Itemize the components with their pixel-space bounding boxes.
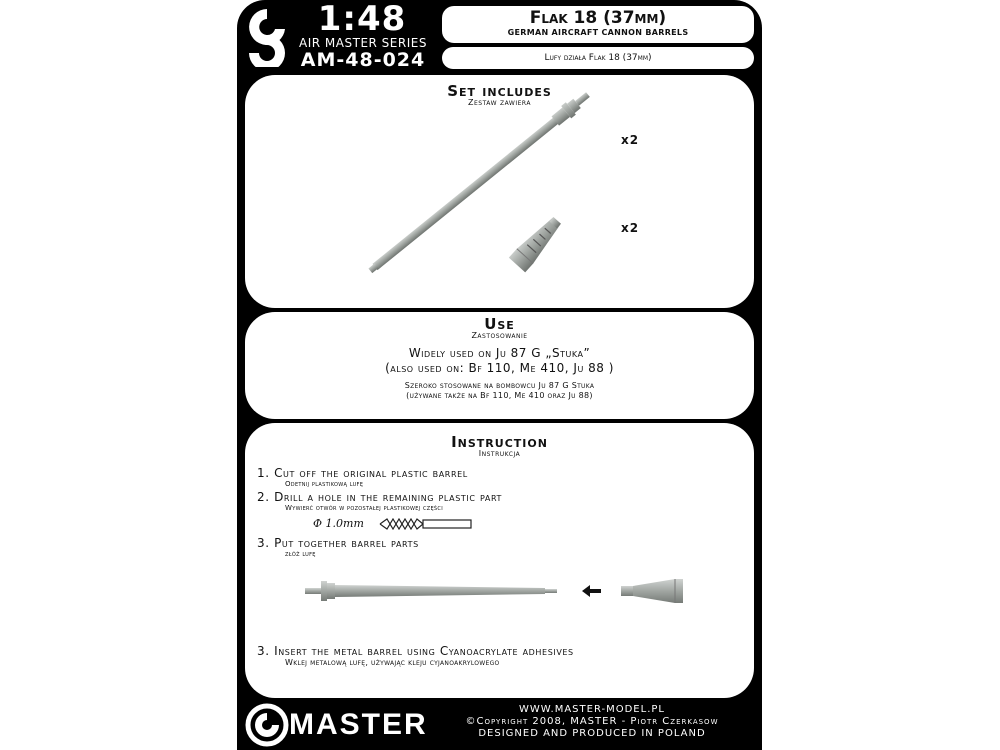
- use-line-4: (używane także na Bf 110, Me 410 oraz Ju 88): [406, 391, 593, 400]
- title-box: [442, 6, 754, 43]
- step-1: 1. Cut off the original plastic barrel: [257, 466, 468, 480]
- footer-text: [427, 704, 757, 740]
- subtitle-box: Lufy działa Flak 18 (37mm): [442, 47, 754, 69]
- assembled-barrel-icon: [305, 581, 557, 601]
- set-includes-heading: Set includes: [447, 82, 552, 100]
- product-code: AM-48-024: [300, 49, 426, 71]
- step-2: 2. Drill a hole in the remaining plastic part: [257, 490, 503, 504]
- use-panel: [245, 312, 754, 419]
- use-line-2: (also used on: Bf 110, Me 410, Ju 88 ): [385, 361, 614, 375]
- footer-copyright: ©Copyright 2008, MASTER - Piotr Czerkasow: [465, 716, 719, 727]
- product-title: Flak 18 (37mm): [529, 8, 667, 28]
- use-heading: Use: [484, 315, 515, 333]
- use-line-3: Szeroko stosowane na bombowcu Ju 87 G Stuka: [404, 381, 595, 390]
- assembly-diagram: [245, 568, 754, 618]
- set-includes-panel: [245, 75, 754, 308]
- barrel-part-icon: [365, 88, 593, 277]
- drill-bit-icon: [379, 518, 473, 530]
- brand-name: MASTER: [289, 708, 428, 741]
- flash-hider-quantity: x2: [621, 221, 640, 235]
- product-card: [237, 0, 762, 750]
- master-logo-icon: [245, 5, 289, 67]
- step-3-pl: złóż lufę: [285, 550, 316, 558]
- footer-made: DESIGNED AND PRODUCED IN POLAND: [478, 728, 706, 739]
- use-line-1: Widely used on Ju 87 G „Stuka”: [408, 346, 591, 360]
- footer-url: WWW.MASTER-MODEL.PL: [519, 704, 665, 715]
- instruction-heading-pl: Instrukcja: [478, 449, 521, 458]
- barrel-quantity: x2: [621, 133, 640, 147]
- flash-hider-assembly-icon: [621, 579, 683, 603]
- arrow-left-icon: [582, 585, 601, 597]
- scale-label: 1:48: [317, 0, 407, 39]
- instruction-panel: [245, 423, 754, 698]
- drill-size-label: Φ 1.0mm: [313, 517, 364, 530]
- use-heading-pl: Zastosowanie: [471, 331, 528, 340]
- step-2-pl: Wywierć otwór w pozostałej plastikowej części: [285, 504, 443, 512]
- step-3: 3. Put together barrel parts: [257, 536, 419, 550]
- series-label: AIR MASTER SERIES: [299, 36, 427, 50]
- step-1-pl: Odetnij plastikową lufę: [285, 480, 364, 488]
- product-title-sub: GERMAN AIRCRAFT CANNON BARRELS: [507, 28, 689, 37]
- parts-illustration: [245, 75, 754, 308]
- flash-hider-part-icon: [509, 213, 565, 272]
- step-4-pl: Wklej metalową lufę, używając kleju cyjanoakrylowego: [285, 658, 500, 667]
- step-4: 3. Insert the metal barrel using Cyanoacrylate adhesives: [257, 644, 574, 658]
- instruction-heading: Instruction: [451, 433, 548, 451]
- set-includes-heading-pl: Zestaw zawiera: [468, 98, 531, 107]
